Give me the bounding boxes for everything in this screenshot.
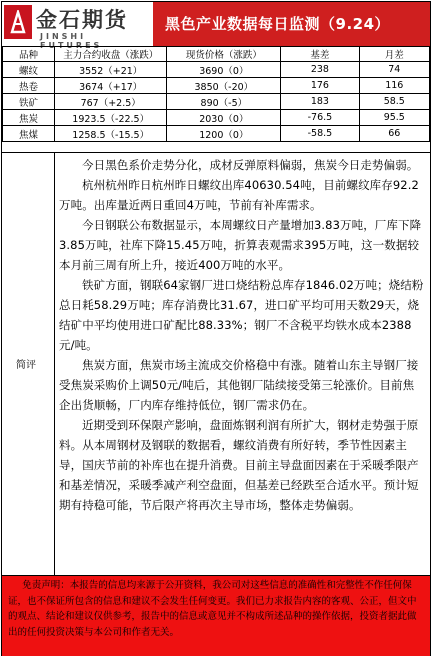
commentary-paragraph: 近期受到环保限产影响，盘面炼钢利润有所扩大，钢材走势强于原料。从本周钢材及钢联的数据看，螺纹消费有所好转，季节性因素主导，国庆节前的补库也在提升消费。目前主导盘面因素在于采暖季限产和基差情况，采暖季减产利空盘面，但基差已经跌至合适水平。预计短期有持稳可能，节后限产将再次主导市场，整体走势偏弱。 bbox=[59, 418, 419, 512]
report-header bbox=[2, 2, 430, 50]
commentary-paragraph: 焦炭方面，焦炭市场主流成交价格稳中有涨。随着山东主导钢厂接受焦炭采购价上调50元/吨后，其他钢厂陆续接受第三轮涨价。目前焦企出货顺畅，厂内库存维持低位，钢厂需求仍在。 bbox=[59, 358, 419, 412]
column-header-spot-price: 现货价格（涨跌） bbox=[167, 47, 281, 62]
table-cell: -76.5 bbox=[281, 110, 359, 126]
column-header-variety: 品种 bbox=[3, 47, 55, 62]
table-cell: 58.5 bbox=[359, 94, 429, 110]
table-row bbox=[3, 62, 430, 78]
title-banner bbox=[153, 2, 430, 46]
table-header-row bbox=[3, 47, 430, 62]
table-cell: 66 bbox=[359, 126, 429, 142]
column-header-basis: 基差 bbox=[281, 47, 359, 62]
table-cell: 3690（0） bbox=[167, 62, 281, 78]
table-row bbox=[3, 94, 430, 110]
table-row bbox=[3, 126, 430, 142]
commentary-paragraph: 杭州杭州昨日杭州昨日螺纹出库40630.54吨，目前螺纹库存92.2万吨。出库量近两日重回4万吨，节前有补库需求。 bbox=[59, 178, 419, 212]
table-cell: 176 bbox=[281, 78, 359, 94]
table-cell: 74 bbox=[359, 62, 429, 78]
table-cell: -58.5 bbox=[281, 126, 359, 142]
table-cell: 238 bbox=[281, 62, 359, 78]
column-header-main-contract: 主力合约收盘（涨跌） bbox=[54, 47, 166, 62]
column-header-spread: 月差 bbox=[359, 47, 429, 62]
commentary-paragraph: 今日钢联公布数据显示，本周螺纹日产量增加3.83万吨，厂库下降3.85万吨，社库下降15.45万吨，折算表观需求395万吨，这一数据较本月前三周有所上升，接近400万吨的水平。 bbox=[59, 218, 422, 272]
company-logo bbox=[2, 2, 152, 50]
table-cell: 螺纹 bbox=[3, 62, 55, 78]
table-cell: 1200（0） bbox=[167, 126, 281, 142]
table-cell: 焦炭 bbox=[3, 110, 55, 126]
disclaimer-box bbox=[2, 575, 430, 656]
table-cell: 95.5 bbox=[359, 110, 429, 126]
table-cell: 3674（+17） bbox=[54, 78, 166, 94]
report-page bbox=[1, 1, 431, 656]
commentary-label: 简评 bbox=[16, 360, 36, 371]
table-cell: 767（+2.5） bbox=[54, 94, 166, 110]
table-cell: 3552（+21） bbox=[54, 62, 166, 78]
commentary-text bbox=[59, 155, 425, 515]
table-cell: 热卷 bbox=[3, 78, 55, 94]
table-cell: 铁矿 bbox=[3, 94, 55, 110]
logo-english-name: JINSHI FUTURES bbox=[40, 32, 103, 50]
table-cell: 1258.5（-15.5） bbox=[54, 126, 166, 142]
table-cell: 890（-5） bbox=[167, 94, 281, 110]
commentary-label-cell bbox=[2, 153, 55, 576]
commentary-paragraph: 铁矿方面，钢联64家钢厂进口烧结粉总库存1846.02万吨；烧结粉总日耗58.29万吨；库存消费比31.67，进口矿平均可用天数29天，烧结矿中平均使用进口矿配比88.33%；钢厂不含税平均铁水成本2388元/吨。 bbox=[59, 278, 424, 352]
table-cell: 3850（-20） bbox=[167, 78, 281, 94]
logo-mark-icon bbox=[4, 5, 32, 39]
table-cell: 183 bbox=[281, 94, 359, 110]
report-title: 黑色产业数据每日监测（9.24） bbox=[165, 15, 391, 33]
table-cell: 2030（0） bbox=[167, 110, 281, 126]
commentary-section bbox=[2, 152, 430, 576]
logo-chinese-name: 金石期货 bbox=[36, 8, 128, 32]
table-row bbox=[3, 78, 430, 94]
table-row bbox=[3, 110, 430, 126]
disclaimer-text: 免责声明：本报告的信息均来源于公开资料，我公司对这些信息的准确性和完整性不作任何保证，也不保证所包含的信息和建议不会发生任何变更。我们已力求报告内容的客观、公正，但文中的观点、结论和建议仅供参考，报告中的信息或意见并不构成所述品种的操作依据，投资者据此做出的任何投资决策与本公司和作者无关。 bbox=[8, 580, 417, 638]
price-table bbox=[2, 46, 430, 142]
table-cell: 1923.5（-22.5） bbox=[54, 110, 166, 126]
table-cell: 116 bbox=[359, 78, 429, 94]
commentary-paragraph: 今日黑色系价走势分化，成材反弹原料偏弱，焦炭今日走势偏弱。 bbox=[82, 158, 419, 172]
table-cell: 焦煤 bbox=[3, 126, 55, 142]
